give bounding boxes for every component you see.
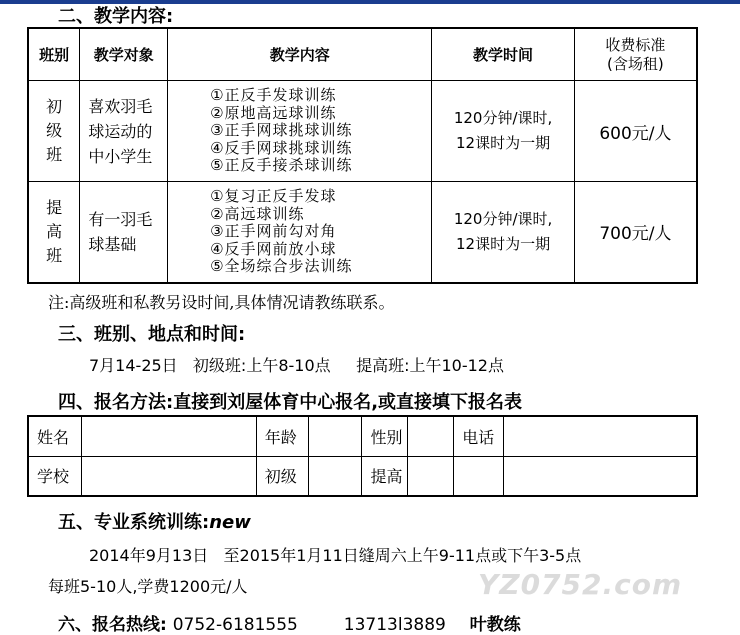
age-label: 年龄 <box>256 416 308 456</box>
school-field[interactable] <box>82 456 256 496</box>
target-line: 有一羽毛 <box>88 209 153 229</box>
time-cell <box>432 182 575 283</box>
target-line: 喜欢羽毛 <box>88 96 153 116</box>
advanced-label: 提高 <box>362 456 408 496</box>
class-char: 初 <box>46 97 63 116</box>
gender-label: 性别 <box>362 416 408 456</box>
advanced-field[interactable] <box>408 456 454 496</box>
content-item: ⑤正反手接杀球训练 <box>210 156 353 175</box>
class-char: 班 <box>46 245 63 265</box>
note-text: 注:高级班和私教另设时间,具体情况请教练联系。 <box>48 293 395 312</box>
header-fee-line1: 收费标准 <box>605 35 666 54</box>
content-cell <box>168 182 432 283</box>
training-fee: 每班5-10人,学费1200元/人 <box>48 577 248 596</box>
gender-field[interactable] <box>408 416 454 456</box>
content-item: ③正手网前勾对角 <box>210 222 337 240</box>
time-line: 12课时为一期 <box>456 134 551 152</box>
name-field[interactable] <box>82 416 256 456</box>
content-item: ②高远球训练 <box>210 204 305 223</box>
content-item: ④反手网球挑球训练 <box>210 138 353 157</box>
beginner-field[interactable] <box>308 456 362 496</box>
content-item: ⑤全场综合步法训练 <box>210 257 353 275</box>
table-row-advanced <box>28 182 697 283</box>
content-item: ③正手网球挑球训练 <box>210 121 353 140</box>
hotline-contact: 叶教练 <box>469 615 521 635</box>
class-cell <box>28 81 80 182</box>
content-item: ④反手网前放小球 <box>210 239 337 258</box>
header-target: 教学对象 <box>80 28 168 81</box>
age-field[interactable] <box>308 416 362 456</box>
target-cell <box>80 182 168 283</box>
phone-label: 电话 <box>454 416 504 456</box>
phone-field[interactable] <box>504 416 697 456</box>
content-item: ①复习正反手发球 <box>210 187 337 205</box>
header-content: 教学内容 <box>168 28 432 81</box>
time-line: 12课时为一期 <box>456 234 551 253</box>
table-row-beginner <box>28 81 697 182</box>
time-line: 120分钟/课时, <box>453 109 553 127</box>
hotline-phone-1: 0752-6181555 <box>172 615 298 635</box>
section-5-title <box>58 508 251 534</box>
fee-cell: 700元/人 <box>574 182 697 283</box>
target-line: 球运动的 <box>88 121 153 141</box>
header-class: 班别 <box>28 28 80 81</box>
class-cell <box>28 182 80 283</box>
header-fee <box>574 28 697 81</box>
table-header-row <box>28 28 697 81</box>
school-label: 学校 <box>28 456 82 496</box>
target-line: 球基础 <box>88 234 137 254</box>
beginner-label: 初级 <box>256 456 308 496</box>
content-cell <box>168 81 432 182</box>
class-char: 级 <box>46 121 63 140</box>
hotline-label: 六、报名热线: <box>58 615 167 635</box>
section-4-title: 四、报名方法:直接到刘屋体育中心报名,或直接填下报名表 <box>58 392 523 413</box>
form-row-2 <box>28 456 697 496</box>
course-table <box>27 27 698 284</box>
class-char: 班 <box>46 145 63 164</box>
section-3-title: 三、班别、地点和时间: <box>58 324 246 345</box>
section-5-label: 五、专业系统训练: <box>58 512 210 533</box>
class-char: 提 <box>46 197 63 217</box>
new-tag: new <box>209 512 251 533</box>
schedule-line: 7月14-25日 初级班:上午8-10点 提高班:上午10-12点 <box>89 356 504 375</box>
hotline-phone-2: 13713l3889 <box>343 615 446 635</box>
time-line: 120分钟/课时, <box>453 209 553 228</box>
time-cell <box>432 81 575 182</box>
name-label: 姓名 <box>28 416 82 456</box>
watermark: YZ0752.com <box>478 568 683 601</box>
class-char: 高 <box>46 221 63 241</box>
header-fee-line2: (含场租) <box>607 54 664 73</box>
fee-cell: 600元/人 <box>574 81 697 182</box>
section-6-line <box>58 610 521 635</box>
form-row-1 <box>28 416 697 456</box>
blank-cell <box>504 456 697 496</box>
section-2-title: 二、教学内容: <box>58 6 174 27</box>
target-line: 中小学生 <box>88 146 153 166</box>
target-cell <box>80 81 168 182</box>
registration-form <box>27 415 698 497</box>
training-schedule: 2014年9月13日 至2015年1月11日缝周六上午9-11点或下午3-5点 <box>89 546 582 565</box>
blank-cell <box>454 456 504 496</box>
header-time: 教学时间 <box>432 28 575 81</box>
content-item: ②原地高远球训练 <box>210 103 337 122</box>
content-item: ①正反手发球训练 <box>210 86 337 105</box>
